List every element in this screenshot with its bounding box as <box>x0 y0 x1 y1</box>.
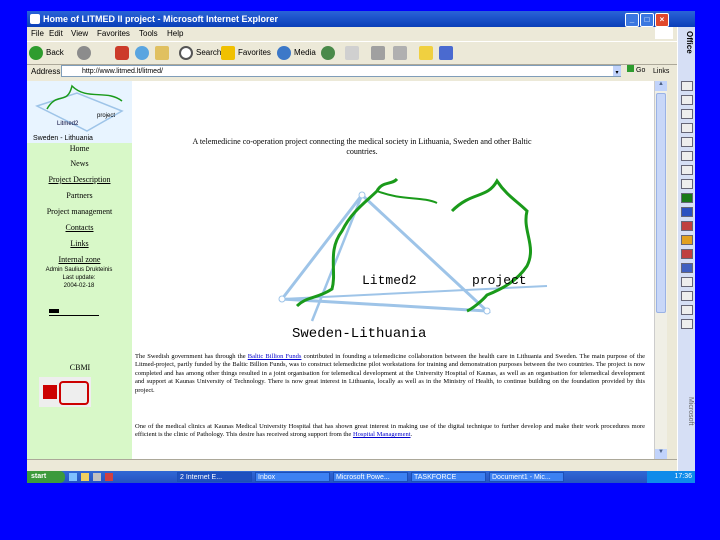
taskbar-item-powerpoint[interactable]: Microsoft Powe... <box>333 472 408 482</box>
office-shortcut-bar <box>677 27 695 471</box>
map-logo-icon <box>27 81 132 143</box>
bmi-logo[interactable] <box>39 377 91 407</box>
mail-icon <box>345 46 359 60</box>
refresh-button[interactable] <box>135 44 152 62</box>
intro-paragraph: The Swedish government has through the Baltic Billion Funds contributed in founding a telemedicine collaboration between the health care in Lithuania and Sweden. The main purpose of the Litmed-project, partly funded by the Baltic Billion Funds, was to construct telemedicine pilot workstations for training and demonstration purposes between the two countries. The project is now completed and has among other things resulted in a joint organisation for telemedical development at the University Hospital of Kaunas, as well as an organisation for telemedical development and support at Kaunas University of Technology. There is now great interest in Lithuania, locally as well as in the Ministry of Health, to continue building on the foundation provided by this project. <box>135 353 645 394</box>
taskbar-item-taskforce[interactable]: TASKFORCE <box>411 472 486 482</box>
menu-help[interactable]: Help <box>167 29 184 38</box>
search-button[interactable]: Search <box>179 44 221 62</box>
office-button-3[interactable] <box>681 109 693 119</box>
quicklaunch-powerpoint-icon[interactable] <box>105 473 113 481</box>
office-button-12[interactable] <box>681 235 693 245</box>
clock[interactable]: 17:36 <box>674 473 692 480</box>
back-arrow-icon <box>29 46 43 60</box>
office-button-9[interactable] <box>681 193 693 203</box>
ie-icon <box>30 14 40 24</box>
close-button[interactable]: × <box>655 13 669 27</box>
windows-logo-icon <box>655 27 673 39</box>
bmi-logo-frame-icon <box>59 381 89 405</box>
nav-internal-zone[interactable]: Internal zone <box>58 255 101 264</box>
nav-project-description[interactable]: Project Description <box>48 175 111 184</box>
maximize-button[interactable]: □ <box>640 13 654 27</box>
counter-line <box>49 315 99 316</box>
site-logo[interactable] <box>27 81 132 143</box>
office-button-10[interactable] <box>681 207 693 217</box>
admin-line: Admin Saulius Drukteinis <box>45 267 113 273</box>
pathology-paragraph: One of the medical clinics at Kaunas Medical University Hospital that has shown great interest in making use of the digital technique to further develop and make their work procedures more efficient is the clinic of Pathology. This desire has received strong support from the Hospital Management. <box>135 423 645 439</box>
counter-bar <box>49 309 59 313</box>
menu-bar <box>27 27 677 41</box>
office-button-2[interactable] <box>681 95 693 105</box>
quicklaunch-ie-icon[interactable] <box>69 473 77 481</box>
home-button[interactable] <box>155 44 172 62</box>
logo-sweden-lithuania: Sweden - Lithuania <box>33 135 93 142</box>
scroll-thumb[interactable] <box>656 93 666 313</box>
logo-litmed-label: Litmed2 <box>57 121 79 127</box>
nav-partners[interactable]: Partners <box>66 191 93 200</box>
vertical-scrollbar[interactable] <box>654 81 667 459</box>
hospital-management-link[interactable]: Hospital Management <box>352 431 411 439</box>
office-button-6[interactable] <box>681 151 693 161</box>
bmi-logo-mark-icon <box>43 385 57 399</box>
nav-news[interactable]: News <box>70 159 89 168</box>
desktop-screen <box>27 11 695 483</box>
window-title: Home of LITMED II project - Microsoft Internet Explorer <box>43 14 279 24</box>
baltic-map-graphic <box>257 171 557 341</box>
home-icon <box>155 46 169 60</box>
search-icon <box>179 46 193 60</box>
messenger-button[interactable] <box>439 44 456 62</box>
taskbar-item-inbox[interactable]: Inbox <box>255 472 330 482</box>
quicklaunch-desktop-icon[interactable] <box>81 473 89 481</box>
menu-file[interactable]: File <box>31 29 44 38</box>
folder-button[interactable] <box>419 44 436 62</box>
office-button-16[interactable] <box>681 291 693 301</box>
map-label-litmed: Litmed2 <box>362 273 417 288</box>
favorites-button[interactable]: Favorites <box>221 44 271 62</box>
baltic-billion-funds-link[interactable]: Baltic Billion Funds <box>247 353 302 360</box>
printer-icon <box>371 46 385 60</box>
map-label-project: project <box>472 273 527 288</box>
office-button-8[interactable] <box>681 179 693 189</box>
media-button[interactable]: Media <box>277 44 316 62</box>
links-label[interactable]: Links <box>653 68 670 75</box>
standard-toolbar <box>27 41 677 65</box>
office-button-1[interactable] <box>681 81 693 91</box>
office-label: Office <box>685 31 694 54</box>
page-content <box>27 81 654 459</box>
forward-button[interactable] <box>77 44 94 62</box>
scroll-up-icon[interactable]: ▲ <box>655 81 667 91</box>
taskbar <box>27 471 695 483</box>
edit-icon <box>393 46 407 60</box>
menu-edit[interactable]: Edit <box>49 29 63 38</box>
scroll-down-icon[interactable]: ▼ <box>655 449 667 459</box>
map-title: Sweden-Lithuania <box>292 326 427 342</box>
refresh-icon <box>135 46 149 60</box>
stop-button[interactable] <box>115 44 132 62</box>
mail-button[interactable] <box>345 44 362 62</box>
nav-contacts[interactable]: Contacts <box>65 223 94 232</box>
address-label: Address <box>31 67 61 76</box>
back-button[interactable]: Back <box>29 44 64 62</box>
taskbar-item-document[interactable]: Document1 - Mic... <box>489 472 564 482</box>
office-button-18[interactable] <box>681 319 693 329</box>
history-button[interactable] <box>321 44 338 62</box>
menu-view[interactable]: View <box>71 29 89 38</box>
office-button-17[interactable] <box>681 305 693 315</box>
last-update-value: 2004-02-18 <box>63 283 95 289</box>
office-button-15[interactable] <box>681 277 693 287</box>
visitor-counter <box>45 307 105 323</box>
nav-links[interactable]: Links <box>70 239 89 248</box>
site-sidebar <box>27 81 132 459</box>
minimize-button[interactable]: _ <box>625 13 639 27</box>
cbmi-label: CBMI <box>69 363 91 372</box>
address-dropdown-icon[interactable]: ▾ <box>613 66 621 76</box>
address-bar <box>27 64 677 79</box>
nav-project-management[interactable]: Project management <box>46 207 113 216</box>
office-vendor-label: Microsoft <box>687 397 694 426</box>
go-button[interactable]: Go <box>627 65 647 77</box>
office-button-13[interactable] <box>681 249 693 259</box>
address-input[interactable]: http://www.litmed.lt/litmed/ <box>61 65 621 77</box>
logo-project-label: project <box>97 113 116 119</box>
main-heading: A telemedicine co-operation project connecting the medical society in Lithuania, Sweden and other Baltic countries. <box>192 137 532 156</box>
office-button-7[interactable] <box>681 165 693 175</box>
menu-favorites[interactable]: Favorites <box>97 29 130 38</box>
office-button-4[interactable] <box>681 123 693 133</box>
edit-button[interactable] <box>393 44 410 62</box>
star-icon <box>221 46 235 60</box>
quicklaunch-outlook-icon[interactable] <box>93 473 101 481</box>
messenger-icon <box>439 46 453 60</box>
last-update-label: Last update: <box>62 275 96 281</box>
office-button-14[interactable] <box>681 263 693 273</box>
office-button-11[interactable] <box>681 221 693 231</box>
window-titlebar[interactable] <box>27 11 695 27</box>
menu-tools[interactable]: Tools <box>139 29 158 38</box>
office-button-5[interactable] <box>681 137 693 147</box>
forward-arrow-icon <box>77 46 91 60</box>
system-tray <box>647 471 695 483</box>
taskbar-item-ie[interactable]: 2 Internet E... <box>177 472 252 482</box>
nav-home[interactable]: Home <box>69 144 90 153</box>
start-button[interactable]: start <box>27 471 65 483</box>
print-button[interactable] <box>371 44 388 62</box>
history-icon <box>321 46 335 60</box>
folder-icon <box>419 46 433 60</box>
go-arrow-icon <box>627 65 634 72</box>
stop-icon <box>115 46 129 60</box>
media-icon <box>277 46 291 60</box>
